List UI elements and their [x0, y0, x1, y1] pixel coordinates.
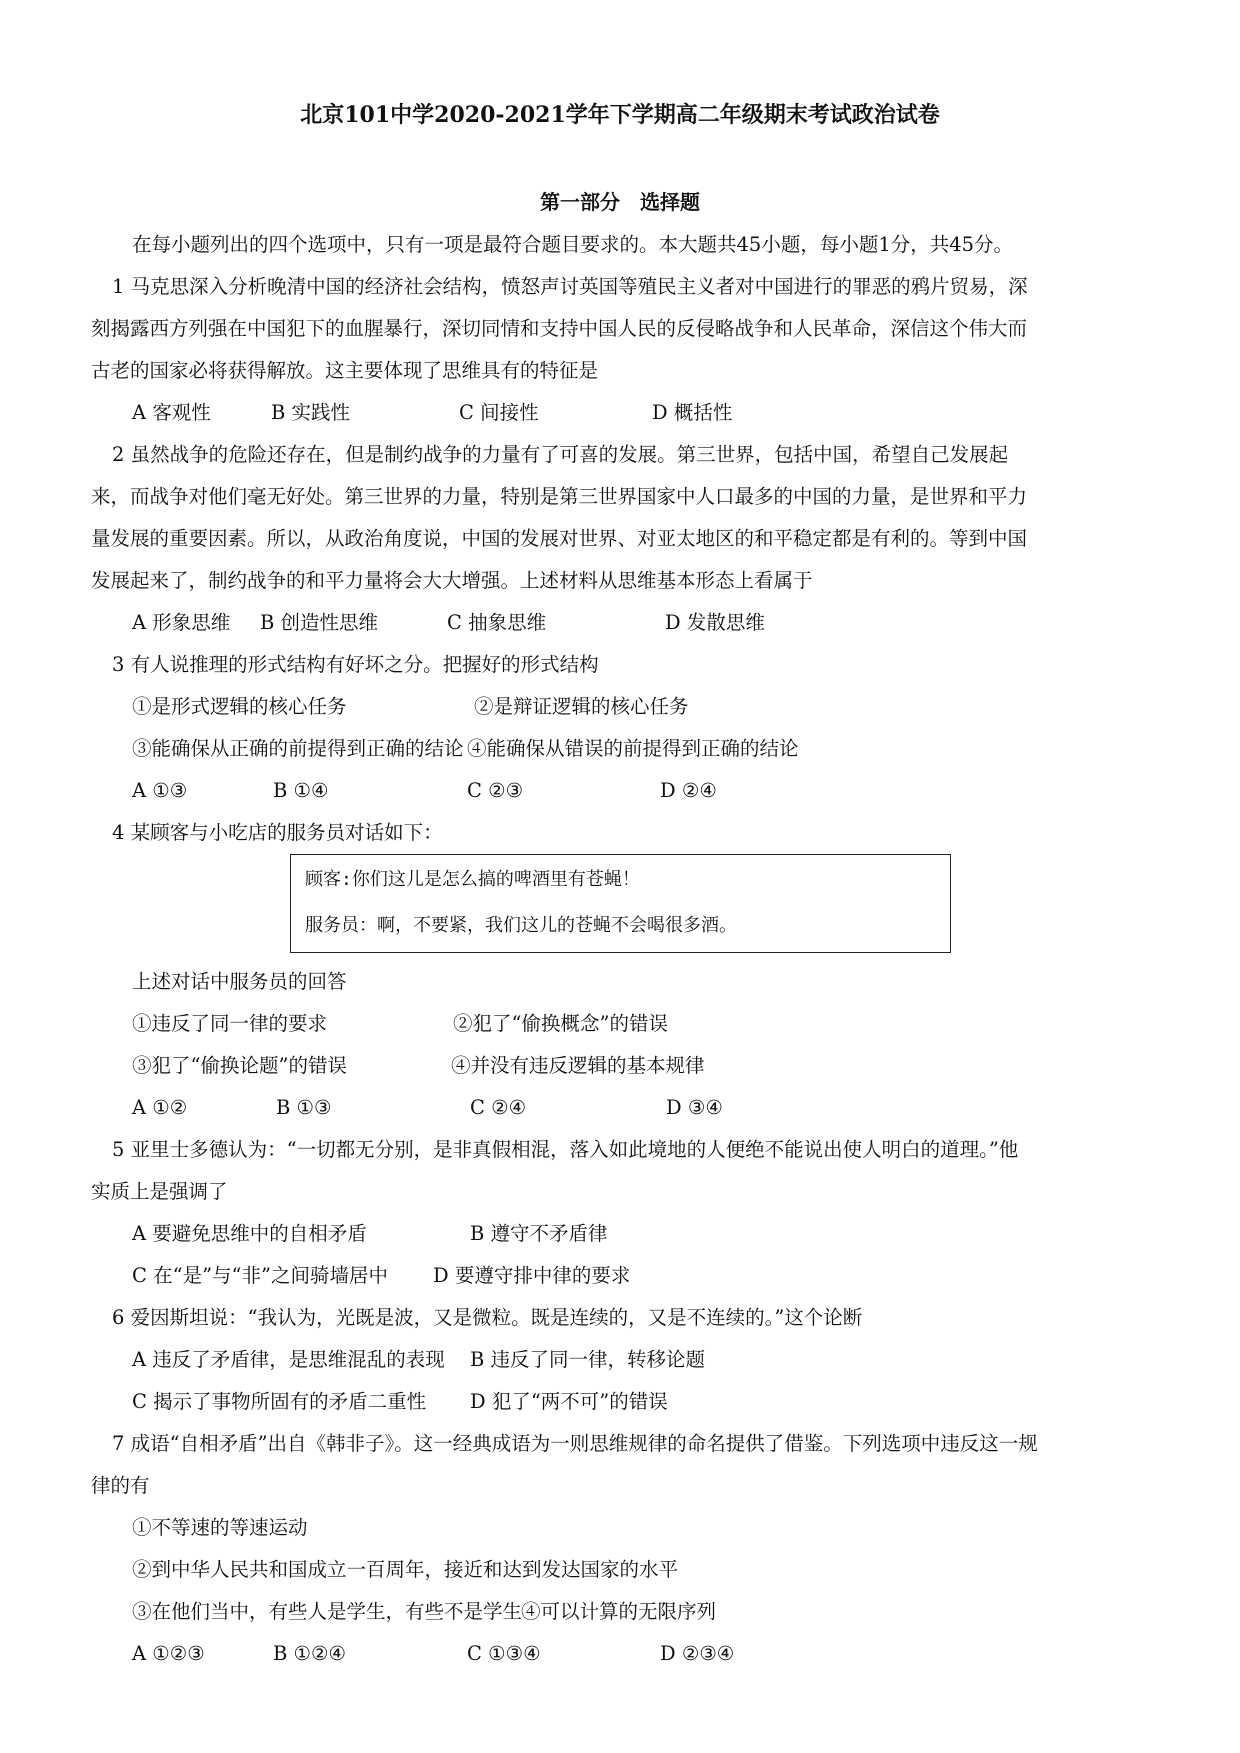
statement-3: ③能确保从正确的前提得到正确的结论 [132, 737, 464, 760]
question-7 [91, 1423, 1151, 1675]
option-b: B ①②④ [273, 1642, 346, 1665]
statement-row [91, 728, 1151, 770]
option-b: B 实践性 [271, 401, 351, 424]
option-d: D 要遵守排中律的要求 [433, 1264, 631, 1287]
option-a: A 违反了矛盾律，是思维混乱的表现 [132, 1348, 445, 1371]
option-b: B 创造性思维 [260, 611, 379, 634]
option-a: A 要避免思维中的自相矛盾 [132, 1222, 367, 1245]
statement-2: ②是辩证逻辑的核心任务 [474, 695, 689, 718]
question-3 [91, 644, 1151, 812]
question-2 [91, 434, 1151, 644]
option-row [91, 602, 1151, 644]
statement-4: ④并没有违反逻辑的基本规律 [451, 1054, 705, 1077]
exam-title: 北京101中学2020-2021学年下学期高二年级期末考试政治试卷 [300, 102, 940, 128]
option-c: C ①③④ [467, 1642, 541, 1665]
question-stem-line: 律的有 [91, 1474, 150, 1497]
option-a: A ①③ [132, 779, 188, 802]
option-c: C 抽象思维 [447, 611, 547, 634]
option-row [91, 1633, 1151, 1675]
dialogue-waiter: 服务员：啊，不要紧，我们这儿的苍蝇不会喝很多酒。 [305, 915, 737, 936]
option-a: A ①②③ [132, 1642, 205, 1665]
instructions: 在每小题列出的四个选项中，只有一项是最符合题目要求的。本大题共45小题，每小题1分，共45分。 [132, 233, 1014, 256]
questions-area [91, 224, 1151, 1675]
option-b: B 违反了同一律，转移论题 [470, 1348, 706, 1371]
statement-2: ②到中华人民共和国成立一百周年，接近和达到发达国家的水平 [132, 1558, 679, 1581]
question-stem-line: 3 有人说推理的形式结构有好坏之分。把握好的形式结构 [112, 653, 599, 676]
option-c: C ②③ [467, 779, 524, 802]
statement-row [91, 1045, 1151, 1087]
option-row [91, 392, 1151, 434]
statement-row [91, 1003, 1151, 1045]
option-b: B 遵守不矛盾律 [470, 1222, 608, 1245]
option-a: A 客观性 [132, 401, 211, 424]
option-row [91, 1213, 1151, 1255]
question-5 [91, 1129, 1151, 1297]
statement-1: ①是形式逻辑的核心任务 [132, 695, 347, 718]
option-row [91, 1087, 1151, 1129]
statement-row [91, 1591, 1151, 1633]
question-4 [91, 812, 1151, 1129]
question-stem-line: 4 某顾客与小吃店的服务员对话如下： [112, 821, 443, 844]
statement-row [91, 686, 1151, 728]
question-stem-line: 6 爱因斯坦说：“我认为，光既是波，又是微粒。既是连续的，又是不连续的。”这个论断 [112, 1306, 863, 1329]
question-stem-line: 1 马克思深入分析晚清中国的经济社会结构，愤怒声讨英国等殖民主义者对中国进行的罪恶的鸦片贸易，深 [112, 275, 1028, 298]
question-stem-line: 发展起来了，制约战争的和平力量将会大大增强。上述材料从思维基本形态上看属于 [91, 569, 813, 592]
question-stem-line: 古老的国家必将获得解放。这主要体现了思维具有的特征是 [91, 359, 599, 382]
dialogue-customer: 顾客:你们这儿是怎么搞的啤酒里有苍蝇！ [305, 869, 640, 890]
option-a: A ①② [132, 1096, 188, 1119]
statement-3: ③在他们当中，有些人是学生，有些不是学生 [132, 1600, 523, 1623]
option-d: D 发散思维 [665, 611, 765, 634]
section-title: 第一部分 选择题 [540, 190, 700, 214]
statement-1: ①违反了同一律的要求 [132, 1012, 328, 1035]
question-6 [91, 1297, 1151, 1423]
option-d: D 概括性 [652, 401, 733, 424]
statement-4: ④能确保从错误的前提得到正确的结论 [467, 737, 799, 760]
option-c: C 在“是”与“非”之间骑墙居中 [132, 1264, 388, 1287]
question-stem-line: 刻揭露西方列强在中国犯下的血腥暴行，深切同情和支持中国人民的反侵略战争和人民革命，深信这个伟大而 [91, 317, 1028, 340]
option-c: C ②④ [470, 1096, 527, 1119]
option-row [91, 770, 1151, 812]
option-d: D 犯了“两不可”的错误 [470, 1390, 668, 1413]
question-stem-line: 7 成语“自相矛盾”出自《韩非子》。这一经典成语为一则思维规律的命名提供了借鉴。下列选项中违反这一规 [112, 1432, 1038, 1455]
option-d: D ②③④ [660, 1642, 735, 1665]
question-stem-line: 上述对话中服务员的回答 [132, 970, 347, 993]
option-c: C 间接性 [459, 401, 539, 424]
question-stem-line: 2 虽然战争的危险还存在，但是制约战争的力量有了可喜的发展。第三世界，包括中国，希望自己发展起 [112, 443, 1009, 466]
question-stem-line: 来，而战争对他们毫无好处。第三世界的力量，特别是第三世界国家中人口最多的中国的力量，是世界和平力 [91, 485, 1028, 508]
option-a: A 形象思维 [132, 611, 231, 634]
question-1 [91, 266, 1151, 434]
option-c: C 揭示了事物所固有的矛盾二重性 [132, 1390, 427, 1413]
dialogue-box [290, 854, 951, 953]
statement-3: ③犯了“偷换论题”的错误 [132, 1054, 347, 1077]
question-stem-line: 5 亚里士多德认为：“一切都无分别，是非真假相混，落入如此境地的人便绝不能说出使人明白的道理。”他 [112, 1138, 1019, 1161]
option-row [91, 1381, 1151, 1423]
statement-4: ④可以计算的无限序列 [521, 1600, 717, 1623]
option-d: D ③④ [666, 1096, 723, 1119]
question-stem-line: 实质上是强调了 [91, 1180, 228, 1203]
option-b: B ①④ [273, 779, 329, 802]
statement-2: ②犯了“偷换概念”的错误 [453, 1012, 668, 1035]
option-row [91, 1339, 1151, 1381]
question-stem-line: 量发展的重要因素。所以，从政治角度说，中国的发展对世界、对亚太地区的和平稳定都是有利的。等到中国 [91, 527, 1028, 550]
option-b: B ①③ [276, 1096, 332, 1119]
option-d: D ②④ [660, 779, 717, 802]
option-row [91, 1255, 1151, 1297]
statement-1: ①不等速的等速运动 [132, 1516, 308, 1539]
